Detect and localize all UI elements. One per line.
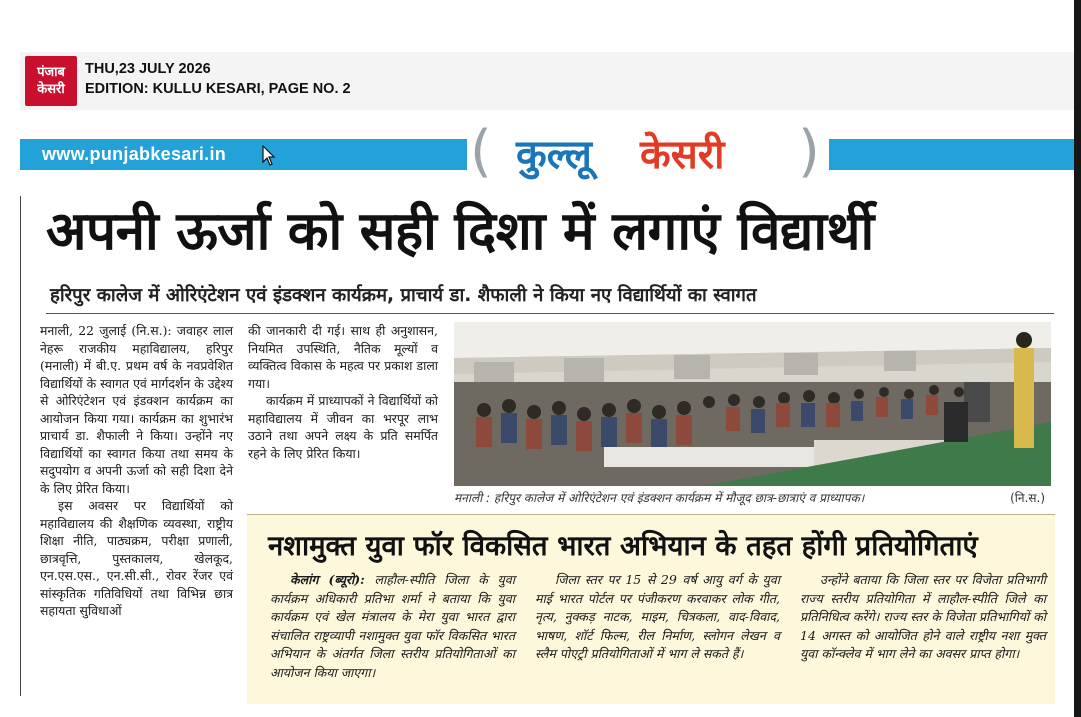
headline-rule [46, 313, 1054, 314]
edition-info: EDITION: KULLU KESARI, PAGE NO. 2 [85, 81, 351, 97]
photo-caption [454, 488, 1051, 510]
article-column-2 [248, 322, 438, 462]
article-column-1 [40, 322, 233, 620]
page-edge [1074, 0, 1081, 717]
photo-credit: (नि.स.) [1010, 491, 1045, 505]
masthead-title-kullu: कुल्लू [516, 132, 592, 178]
masthead-left-bracket: ( [470, 119, 492, 184]
sidebar-paragraph-text: लाहौल-स्पीति जिला के युवा कार्यक्रम अधिकारी प्रतिभा शर्मा ने बताया कि युवा कार्यक्रम एवं खेल मंत्रालय के मेरा युवा भारत द्वारा संचालित राष्ट्रव्यापी नशामुक्त युवा फॉर विकसित भारत अभियान के अंतर्गत जिला स्तरीय प्रतियोगिताओं का आयोजन किया जाएगा। [270, 572, 515, 680]
mouse-cursor-icon [262, 145, 276, 167]
masthead-title-kesari: केसरी [640, 132, 725, 178]
top-strip [0, 0, 1081, 48]
site-url-link[interactable]: www.punjabkesari.in [42, 144, 227, 164]
event-photo[interactable] [454, 322, 1051, 486]
photo-caption-text: मनाली : हरिपुर कालेज में ओरिएंटेशन एवं इंडक्शन कार्यक्रम में मौजूद छात्र-छात्राएं व प्राध्यापक। [454, 491, 865, 505]
article-paragraph: मनाली, 22 जुलाई (नि.स.): जवाहर लाल नेहरू राजकीय महाविद्यालय, हरिपुर (मनाली) में बी.ए. प्रथम वर्ष के नवप्रवेशित विद्यार्थियों के स्वागत एवं मार्गदर्शन के उद्देश्य से ओरिएंटेशन एवं इंडक्शन कार्यक्रम का आयोजन किया गया। कार्यक्रम का शुभारंभ प्राचार्य डा. शैफाली ने किया। उन्होंने नए विद्यार्थियों का स्वागत किया तथा समय के सदुपयोग व अपनी ऊर्जा को सही दिशा देने के लिए प्रेरित किया। [40, 323, 233, 496]
sidebar-paragraph: उन्होंने बताया कि जिला स्तर पर विजेता प्रतिभागी राज्य स्तरीय प्रतियोगिता में लाहौल-स्पीति जिले का प्रतिनिधित्व करेंगे। राज्य स्तर के विजेता प्रतिभागियों को 14 अगस्त को आयोजित होने वाले राष्ट्रीय नशा मुक्त युवा कॉन्क्लेव में भाग लेने का अवसर प्राप्त होगा। [800, 572, 1046, 661]
sidebar-paragraph [270, 571, 515, 682]
article-paragraph: की जानकारी दी गई। साथ ही अनुशासन, नियमित उपस्थिति, नैतिक मूल्यों व व्यक्तित्व विकास के महत्व पर प्रकाश डाला गया। [248, 323, 438, 391]
sidebar-paragraph: जिला स्तर पर 15 से 29 वर्ष आयु वर्ग के युवा माई भारत पोर्टल पर पंजीकरण करवाकर लोक गीत, नृत्य, नुक्कड़ नाटक, माइम, चित्रकला, वाद-विवाद, भाषण, शॉर्ट फिल्म, रील निर्माण, स्लोगन लेखन व स्लैम पोएट्री प्रतियोगिताओं में भाग ले सकते हैं। [535, 572, 780, 661]
sidebar-story-column-3 [800, 571, 1046, 664]
page-left-rule [20, 196, 21, 696]
edition-date: THU,23 JULY 2026 [85, 61, 211, 77]
logo-line-2: केसरी [37, 82, 65, 97]
sidebar-story-column-2 [535, 571, 780, 664]
dateline: केलांग (ब्यूरो): [290, 572, 365, 587]
article-subheadline: हरिपुर कालेज में ओरिएंटेशन एवं इंडक्शन कार्यक्रम, प्राचार्य डा. शैफाली ने किया नए विद्यार्थियों का स्वागत [50, 285, 757, 306]
masthead-right-bracket: ) [798, 119, 820, 184]
article-paragraph: कार्यक्रम में प्राध्यापकों ने विद्यार्थियों को महाविद्यालय में जीवन का भरपूर लाभ उठाने तथा अपने लक्ष्य के प्रति समर्पित रहने के लिए प्रेरित किया। [248, 393, 438, 461]
article-headline: अपनी ऊर्जा को सही दिशा में लगाएं विद्यार्थी [46, 201, 874, 262]
sidebar-story-column-1 [270, 571, 515, 682]
logo-line-1: पंजाब [37, 65, 65, 80]
article-paragraph: इस अवसर पर विद्यार्थियों को महाविद्यालय की शैक्षणिक व्यवस्था, राष्ट्रीय शिक्षा नीति, पाठ्यक्रम, परीक्षा प्रणाली, छात्रवृत्ति, पुस्तकालय, खेलकूद, एन.एस.एस., एन.सी.सी., रोवर रेंजर एवं सांस्कृतिक गतिविधियों तथा विभिन्न छात्र सहायता सुविधाओं [40, 498, 233, 618]
punjab-kesari-logo[interactable] [25, 56, 77, 106]
sidebar-story-headline: नशामुक्त युवा फॉर विकसित भारत अभियान के तहत होंगी प्रतियोगिताएं [268, 530, 978, 562]
